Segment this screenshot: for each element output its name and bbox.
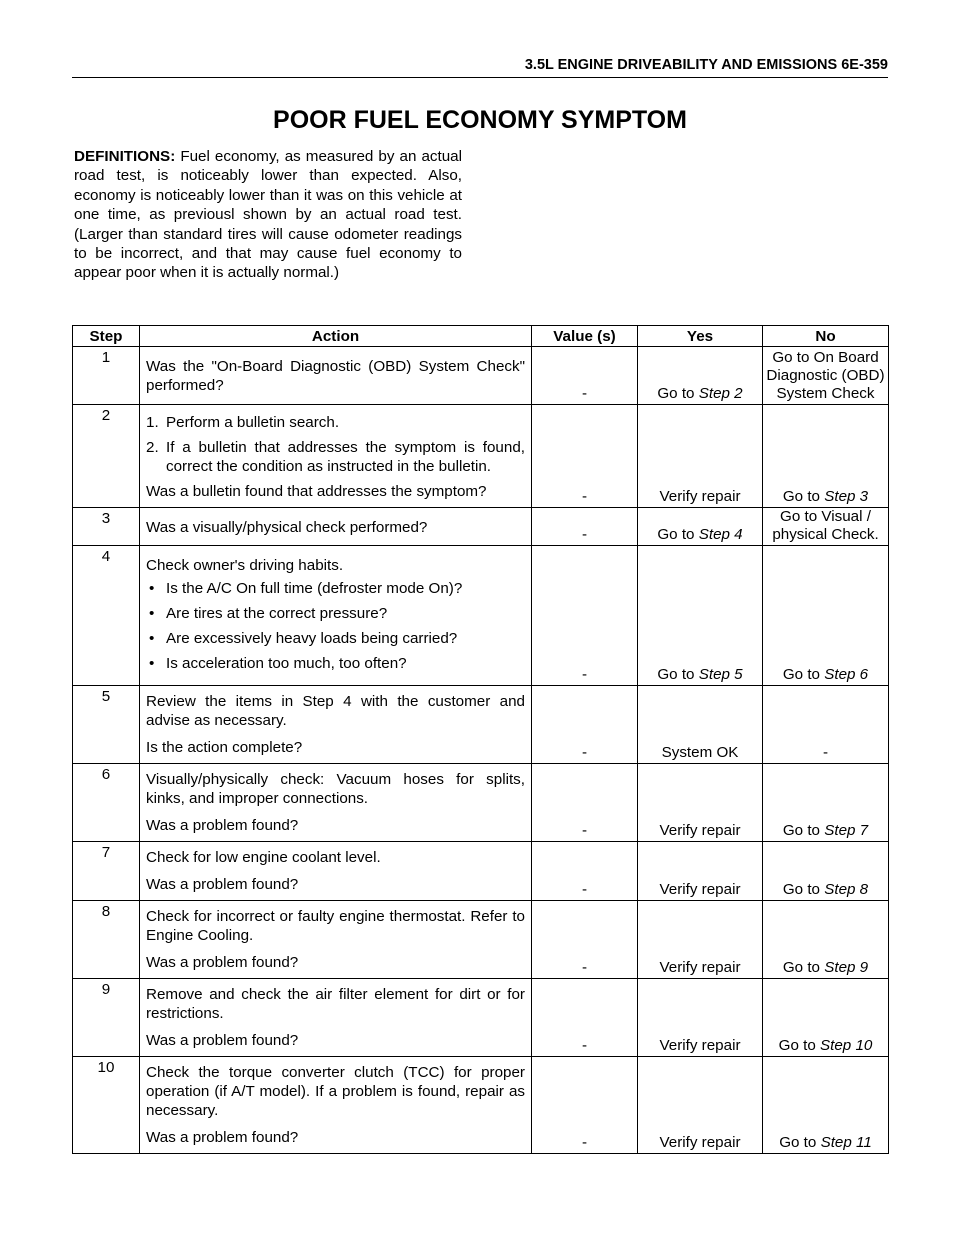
step-number: 2 xyxy=(73,405,140,508)
action-list-item: 1. Perform a bulletin search. xyxy=(146,414,340,431)
no-step-ref: Step 8 xyxy=(824,881,869,898)
yes-cell: Verify repair xyxy=(638,1057,763,1154)
no-cell: Go to On Board Diagnostic (OBD) System Check xyxy=(763,347,889,405)
no-cell: Go to Visual / physical Check. xyxy=(763,508,889,546)
bullet-item: • Is acceleration too much, too often? xyxy=(149,655,407,672)
table-row xyxy=(73,1057,889,1154)
no-cell: Go to Step 6 xyxy=(763,546,889,686)
table-row xyxy=(73,405,889,508)
action-lead: Check for low engine coolant level. xyxy=(146,849,381,866)
header-step: Step xyxy=(73,326,140,347)
table-row xyxy=(73,901,889,979)
value-cell: - xyxy=(532,1057,638,1154)
no-cell: Go to Step 9 xyxy=(763,901,889,979)
step-number: 1 xyxy=(73,347,140,405)
yes-cell: System OK xyxy=(638,686,763,764)
action-question: Was a visually/physical check performed? xyxy=(146,519,428,536)
yes-cell: Go to Step 4 xyxy=(638,508,763,546)
action-cell xyxy=(140,508,532,546)
yes-step-ref: Step 4 xyxy=(698,526,743,543)
page-header: 3.5L ENGINE DRIVEABILITY AND EMISSIONS 6E-359 xyxy=(72,57,888,78)
table-row xyxy=(73,842,889,901)
yes-cell: Verify repair xyxy=(638,405,763,508)
action-cell xyxy=(140,546,532,686)
action-lead: Check for incorrect or faulty engine thermostat. Refer to Engine Cooling. xyxy=(146,908,525,944)
step-number: 8 xyxy=(73,901,140,979)
definitions-label: DEFINITIONS: xyxy=(74,148,176,165)
step-number: 3 xyxy=(73,508,140,546)
page-title: POOR FUEL ECONOMY SYMPTOM xyxy=(273,106,687,134)
value-cell: - xyxy=(532,764,638,842)
yes-cell: Verify repair xyxy=(638,979,763,1057)
no-step-ref: Step 7 xyxy=(824,822,869,839)
table-row xyxy=(73,979,889,1057)
diagnostic-table xyxy=(72,325,889,1154)
action-question: Was a bulletin found that addresses the symptom? xyxy=(146,483,487,500)
action-cell xyxy=(140,842,532,901)
yes-cell: Verify repair xyxy=(638,764,763,842)
action-lead: Check owner's driving habits. xyxy=(146,557,344,574)
yes-step-ref: Step 5 xyxy=(698,666,743,683)
value-cell: - xyxy=(532,546,638,686)
step-number: 5 xyxy=(73,686,140,764)
action-question: Was the "On-Board Diagnostic (OBD) System Check" performed? xyxy=(146,358,525,394)
no-cell: Go to Step 3 xyxy=(763,405,889,508)
action-lead: Check the torque converter clutch (TCC) for proper operation (if A/T model). If a problem is found, repair as necessary. xyxy=(146,1064,525,1119)
value-cell: - xyxy=(532,686,638,764)
step-number: 9 xyxy=(73,979,140,1057)
step-number: 6 xyxy=(73,764,140,842)
action-cell xyxy=(140,405,532,508)
no-cell: - xyxy=(763,686,889,764)
no-cell: Go to Step 8 xyxy=(763,842,889,901)
header-no: No xyxy=(763,326,889,347)
header-yes: Yes xyxy=(638,326,763,347)
value-cell: - xyxy=(532,405,638,508)
table-row xyxy=(73,508,889,546)
value-cell: - xyxy=(532,979,638,1057)
table-row xyxy=(73,546,889,686)
header-value: Value (s) xyxy=(532,326,638,347)
no-cell: Go to Step 10 xyxy=(763,979,889,1057)
action-question: Was a problem found? xyxy=(146,817,299,834)
yes-cell: Verify repair xyxy=(638,901,763,979)
definitions-paragraph xyxy=(74,147,462,283)
action-lead: Remove and check the air filter element for dirt or for restrictions. xyxy=(146,986,525,1022)
step-number: 4 xyxy=(73,546,140,686)
table-row xyxy=(73,347,889,405)
action-list-item: 2. If a bulletin that addresses the symptom is found, correct the condition as instructed in the bulletin. xyxy=(146,439,525,475)
no-step-ref: Step 11 xyxy=(820,1134,872,1151)
value-cell: - xyxy=(532,347,638,405)
header-action: Action xyxy=(140,326,532,347)
no-step-ref: Step 10 xyxy=(820,1037,873,1054)
action-question: Was a problem found? xyxy=(146,1032,299,1049)
action-cell xyxy=(140,686,532,764)
action-cell xyxy=(140,347,532,405)
step-number: 7 xyxy=(73,842,140,901)
action-question: Was a problem found? xyxy=(146,954,299,971)
yes-cell: Go to Step 5 xyxy=(638,546,763,686)
action-cell xyxy=(140,1057,532,1154)
action-cell xyxy=(140,979,532,1057)
yes-cell: Verify repair xyxy=(638,842,763,901)
no-cell: Go to Step 11 xyxy=(763,1057,889,1154)
action-lead: Visually/physically check: Vacuum hoses for splits, kinks, and improper connections. xyxy=(146,771,525,807)
action-lead: Review the items in Step 4 with the customer and advise as necessary. xyxy=(146,693,525,729)
action-question: Was a problem found? xyxy=(146,1129,299,1146)
no-step-ref: Step 3 xyxy=(824,488,869,505)
bullet-item: • Are tires at the correct pressure? xyxy=(149,605,388,622)
step-number: 10 xyxy=(73,1057,140,1154)
value-cell: - xyxy=(532,508,638,546)
table-row xyxy=(73,764,889,842)
yes-step-ref: Step 2 xyxy=(698,385,743,402)
table-row xyxy=(73,686,889,764)
action-question: Was a problem found? xyxy=(146,876,299,893)
bullet-item: • Is the A/C On full time (defroster mode On)? xyxy=(149,580,463,597)
no-step-ref: Step 6 xyxy=(824,666,869,683)
no-cell: Go to Step 7 xyxy=(763,764,889,842)
action-cell xyxy=(140,901,532,979)
table-header-row xyxy=(73,326,889,347)
bullet-item: • Are excessively heavy loads being carried? xyxy=(149,630,458,647)
action-question: Is the action complete? xyxy=(146,739,303,756)
value-cell: - xyxy=(532,842,638,901)
yes-text: Go to xyxy=(657,385,699,402)
definitions-text: Fuel economy, as measured by an actual road test, is noticeably lower than expected. Also, economy is noticeably lower than it was on this vehicle at one time, as previousl shown by an actual road test. (Larger than standard tires will cause odometer readings to be incorrect, and that may cause fuel economy to appear poor when it is actually normal.) xyxy=(74,148,462,282)
action-cell xyxy=(140,764,532,842)
yes-cell xyxy=(638,347,763,405)
no-step-ref: Step 9 xyxy=(824,959,869,976)
value-cell: - xyxy=(532,901,638,979)
